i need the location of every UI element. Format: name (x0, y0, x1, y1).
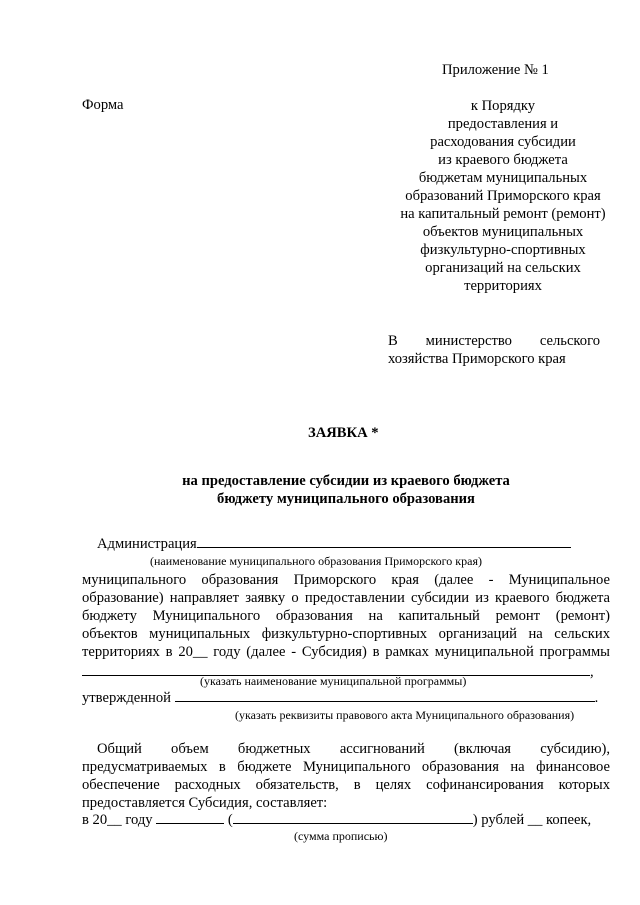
addressee-line: В министерство сельского (388, 333, 600, 349)
rub-suffix: ) рублей __ копеек, (472, 812, 592, 828)
form-label: Форма (82, 97, 124, 113)
appendix-label: Приложение № 1 (442, 62, 549, 78)
paragraph-line: муниципального образования Приморского края (далее - Муниципальное (82, 572, 610, 588)
admin-line (97, 536, 571, 553)
sum-hint: (сумма прописью) (294, 829, 388, 843)
basis-line: бюджетам муниципальных (418, 170, 588, 186)
basis-line: к Порядку (470, 98, 536, 114)
paragraph-line: обеспечение расходных обязательств, в целях софинансирования которых (82, 777, 610, 793)
basis-line: физкультурно-спортивных (420, 242, 586, 258)
approved-line (82, 690, 598, 707)
basis-line: образований Приморского края (405, 188, 601, 204)
budget-paragraph (82, 740, 610, 812)
paragraph-line: предоставляется Субсидия, составляет: (82, 795, 328, 811)
paragraph-line: предусматриваемых в бюджете Муниципального образования на финансовое (82, 759, 610, 775)
open-paren: ( (227, 812, 233, 828)
basis-line: предоставления и (447, 116, 559, 132)
admin-hint: (наименование муниципального образования Приморского края) (150, 554, 482, 568)
basis-line: расходования субсидии (430, 134, 576, 150)
basis-line: из краевого бюджета (438, 152, 568, 168)
approved-label: утвержденной (82, 690, 171, 706)
application-paragraph (82, 571, 610, 661)
year-prefix: в 20__ году (82, 812, 153, 828)
paragraph-line: территориях в 20__ году (далее - Субсидия) в рамках муниципальной программы (82, 644, 610, 660)
approved-period: . (594, 690, 599, 706)
paragraph-line: образование) направляет заявку о предоставлении субсидии из краевого бюджета (82, 590, 610, 606)
document-subtitle-line: бюджету муниципального образования (217, 491, 475, 507)
approved-hint: (указать реквизиты правового акта Муниципального образования) (235, 708, 575, 722)
program-hint: (указать наименование муниципальной программы) (200, 674, 467, 688)
admin-label: Администрация (97, 536, 197, 552)
sum-words-field[interactable] (233, 822, 473, 824)
legal-act-field[interactable] (175, 700, 595, 702)
basis-line: на капитальный ремонт (ремонт) (400, 206, 606, 222)
paragraph-line: объектов муниципальных физкультурно-спортивных организаций на сельских (82, 626, 610, 642)
paragraph-line: Общий объем бюджетных ассигнований (включая субсидию), (97, 741, 610, 757)
sum-line (82, 812, 591, 829)
basis-line: объектов муниципальных (422, 224, 584, 240)
addressee-block (388, 332, 600, 368)
basis-line: организаций на сельских (425, 260, 581, 276)
program-comma: , (590, 664, 594, 680)
admin-name-field[interactable] (197, 546, 571, 548)
basis-block (388, 97, 618, 295)
document-title: ЗАЯВКА * (308, 425, 379, 441)
addressee-line: хозяйства Приморского края (388, 351, 566, 367)
sum-digits-field[interactable] (156, 822, 224, 824)
paragraph-line: бюджету Муниципального образования на капитальный ремонт (ремонт) (82, 608, 610, 624)
document-subtitle-line: на предоставление субсидии из краевого бюджета (182, 473, 510, 489)
basis-line: территориях (464, 278, 542, 294)
